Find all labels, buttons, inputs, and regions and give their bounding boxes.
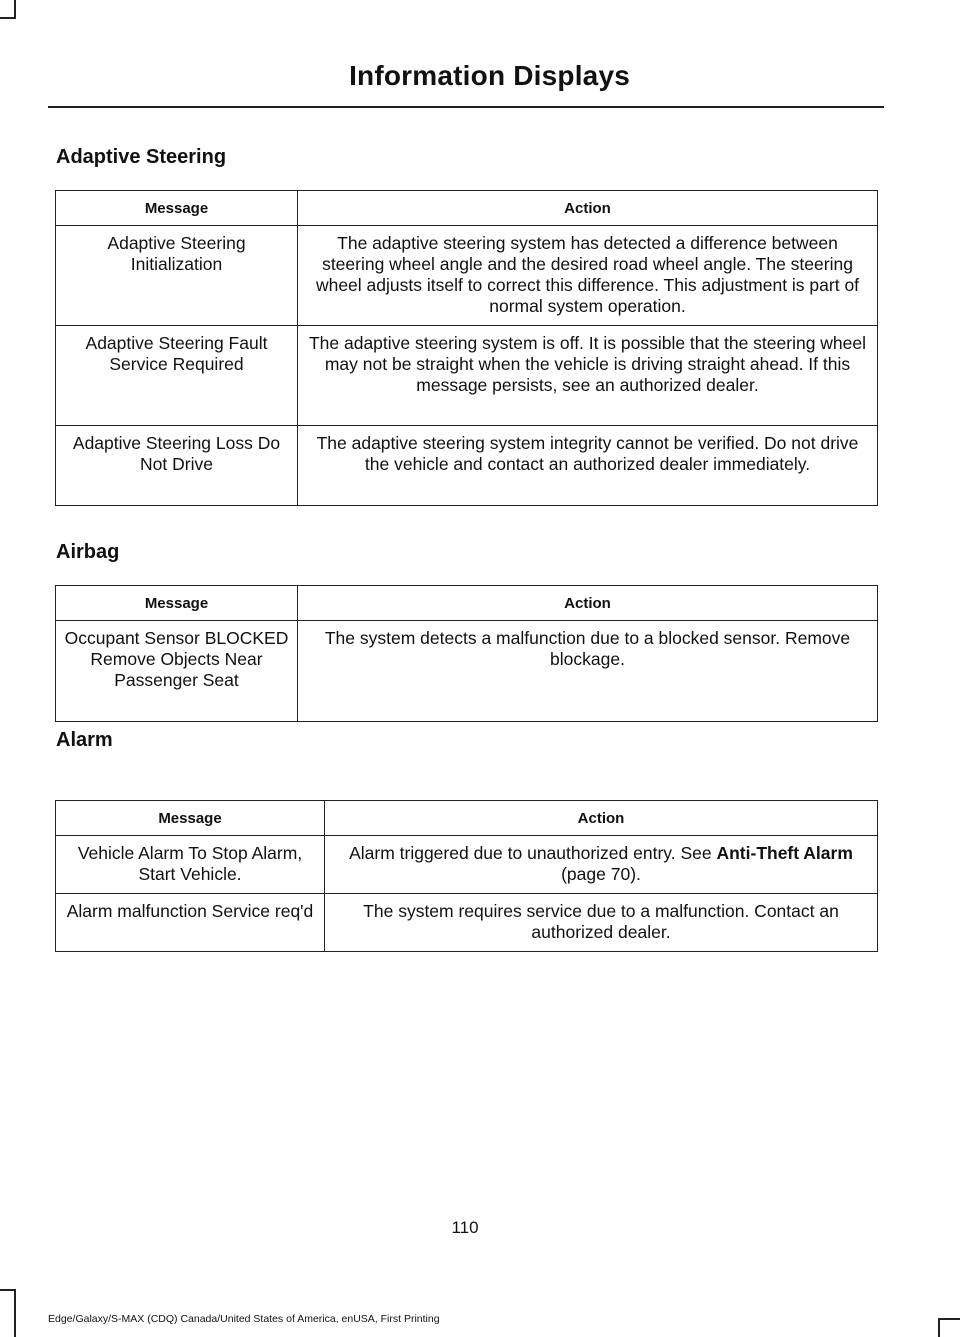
crop-mark-top-left [14, 0, 16, 18]
action-text: Alarm triggered due to unauthorized entry. See [349, 843, 717, 863]
section-title-airbag: Airbag [56, 541, 120, 563]
crop-mark-bottom-right [938, 1318, 940, 1337]
crop-mark-top-left-h [0, 17, 16, 19]
alarm-table [55, 800, 878, 952]
table-row [56, 836, 878, 894]
action-cell [325, 836, 878, 894]
crop-mark-bottom-left-h [0, 1289, 16, 1291]
footer-text: Edge/Galaxy/S-MAX (CDQ) Canada/United States of America, enUSA, First Printing [48, 1313, 440, 1325]
table-row [56, 621, 878, 722]
page-reference: (page 70). [561, 864, 641, 884]
message-cell: Vehicle Alarm To Stop Alarm, Start Vehicle. [56, 836, 325, 894]
anti-theft-alarm-link[interactable]: Anti-Theft Alarm [716, 843, 853, 863]
column-header-action: Action [298, 586, 878, 621]
action-cell: The adaptive steering system has detected a difference between steering wheel angle and the desired road wheel angle. The steering wheel adjusts itself to correct this difference. This adjustment is part of normal system operation. [298, 226, 878, 326]
column-header-message: Message [56, 801, 325, 836]
table-row [56, 426, 878, 506]
column-header-message: Message [56, 586, 298, 621]
message-cell: Adaptive Steering Initialization [56, 226, 298, 326]
header-divider [48, 106, 884, 108]
table-row [56, 326, 878, 426]
table-row [56, 894, 878, 952]
page-number: 110 [451, 1218, 479, 1237]
crop-mark-bottom-left [14, 1290, 16, 1337]
action-cell: The system requires service due to a malfunction. Contact an authorized dealer. [325, 894, 878, 952]
message-cell: Adaptive Steering Loss Do Not Drive [56, 426, 298, 506]
message-cell: Occupant Sensor BLOCKED Remove Objects Near Passenger Seat [56, 621, 298, 722]
table-row [56, 226, 878, 326]
table-header-row [56, 586, 878, 621]
airbag-table [55, 585, 878, 722]
page-title: Information Displays [349, 60, 630, 91]
crop-mark-bottom-right-h [938, 1318, 960, 1320]
column-header-message: Message [56, 191, 298, 226]
column-header-action: Action [325, 801, 878, 836]
table-header-row [56, 191, 878, 226]
action-cell: The adaptive steering system integrity cannot be verified. Do not drive the vehicle and contact an authorized dealer immediately. [298, 426, 878, 506]
action-cell: The adaptive steering system is off. It is possible that the steering wheel may not be straight when the vehicle is driving straight ahead. If this message persists, see an authorized dealer. [298, 326, 878, 426]
table-header-row [56, 801, 878, 836]
message-cell: Alarm malfunction Service req'd [56, 894, 325, 952]
section-title-adaptive-steering: Adaptive Steering [56, 146, 227, 168]
adaptive-steering-table [55, 190, 878, 506]
column-header-action: Action [298, 191, 878, 226]
message-cell: Adaptive Steering Fault Service Required [56, 326, 298, 426]
section-title-alarm: Alarm [56, 729, 113, 751]
action-cell: The system detects a malfunction due to a blocked sensor. Remove blockage. [298, 621, 878, 722]
